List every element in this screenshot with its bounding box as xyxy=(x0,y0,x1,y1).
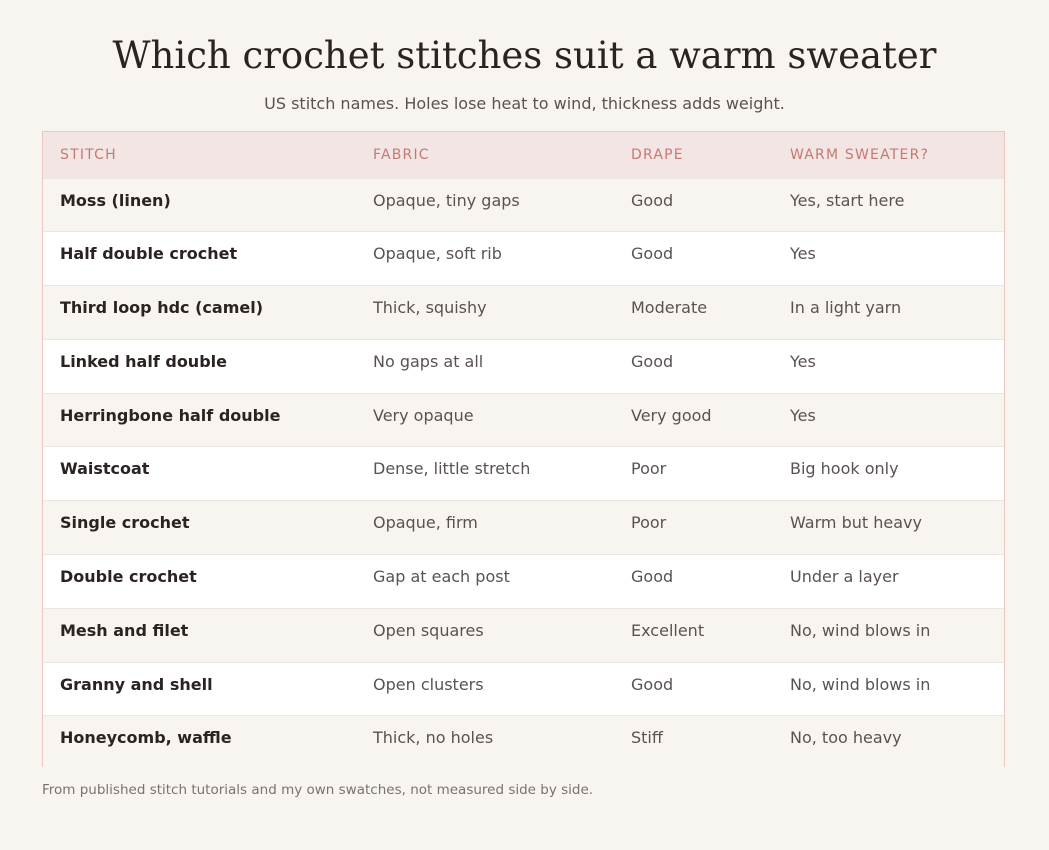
table-row xyxy=(43,393,1004,447)
drape-cell: Good xyxy=(631,674,674,694)
column-header-warm-sweater: WARM SWEATER? xyxy=(790,146,930,163)
fabric-cell: No gaps at all xyxy=(373,351,484,371)
drape-cell: Good xyxy=(631,351,674,371)
fabric-cell: Thick, no holes xyxy=(373,728,494,748)
warm-sweater-cell: No, wind blows in xyxy=(790,620,931,640)
fabric-cell: Dense, little stretch xyxy=(373,459,531,479)
drape-cell: Poor xyxy=(631,459,667,479)
warm-sweater-cell: Big hook only xyxy=(790,459,899,479)
stitch-name: Third loop hdc (camel) xyxy=(60,298,264,318)
table-row xyxy=(43,608,1004,662)
warm-sweater-cell: Yes, start here xyxy=(790,190,905,210)
table-row xyxy=(43,555,1004,609)
table-row xyxy=(43,447,1004,501)
page-subtitle: US stitch names. Holes lose heat to wind, thickness adds weight. xyxy=(264,94,785,113)
warm-sweater-cell: In a light yarn xyxy=(790,298,902,318)
stitch-name: Waistcoat xyxy=(60,459,150,479)
stitch-name: Linked half double xyxy=(60,351,227,371)
table-header-row xyxy=(43,132,1004,178)
fabric-cell: Gap at each post xyxy=(373,567,510,587)
stitch-name: Moss (linen) xyxy=(60,190,171,210)
stitch-name: Single crochet xyxy=(60,513,190,533)
table-row xyxy=(43,662,1004,716)
stitch-name: Herringbone half double xyxy=(60,405,281,425)
drape-cell: Poor xyxy=(631,513,667,533)
stitch-name: Double crochet xyxy=(60,567,197,587)
fabric-cell: Very opaque xyxy=(373,405,474,425)
fabric-cell: Opaque, firm xyxy=(373,513,478,533)
warm-sweater-cell: Under a layer xyxy=(790,567,899,587)
warm-sweater-cell: Yes xyxy=(790,351,816,371)
warm-sweater-cell: No, too heavy xyxy=(790,728,902,748)
table-row xyxy=(43,286,1004,340)
drape-cell: Excellent xyxy=(631,620,705,640)
stitch-name: Honeycomb, waffle xyxy=(60,728,232,748)
stitch-name: Mesh and filet xyxy=(60,620,189,640)
table-row xyxy=(43,178,1004,232)
column-header-fabric: FABRIC xyxy=(373,146,430,163)
drape-cell: Good xyxy=(631,190,674,210)
fabric-cell: Opaque, soft rib xyxy=(373,244,502,264)
table-row xyxy=(43,716,1004,770)
drape-cell: Good xyxy=(631,567,674,587)
drape-cell: Stiff xyxy=(631,728,663,748)
fabric-cell: Opaque, tiny gaps xyxy=(373,190,520,210)
stitch-name: Granny and shell xyxy=(60,674,213,694)
table-row xyxy=(43,232,1004,286)
table-row xyxy=(43,339,1004,393)
stitch-table xyxy=(43,132,1004,770)
warm-sweater-cell: Warm but heavy xyxy=(790,513,922,533)
stitch-table-container xyxy=(42,131,1005,767)
stitch-name: Half double crochet xyxy=(60,244,238,264)
warm-sweater-cell: Yes xyxy=(790,405,816,425)
warm-sweater-cell: No, wind blows in xyxy=(790,674,931,694)
column-header-stitch: STITCH xyxy=(60,146,117,163)
table-row xyxy=(43,501,1004,555)
fabric-cell: Thick, squishy xyxy=(373,298,487,318)
column-header-drape: DRAPE xyxy=(631,146,684,163)
fabric-cell: Open clusters xyxy=(373,674,484,694)
page-title: Which crochet stitches suit a warm sweater xyxy=(112,34,937,77)
drape-cell: Very good xyxy=(631,405,712,425)
footnote: From published stitch tutorials and my own swatches, not measured side by side. xyxy=(42,782,594,798)
drape-cell: Moderate xyxy=(631,298,708,318)
drape-cell: Good xyxy=(631,244,674,264)
warm-sweater-cell: Yes xyxy=(790,244,816,264)
fabric-cell: Open squares xyxy=(373,620,484,640)
